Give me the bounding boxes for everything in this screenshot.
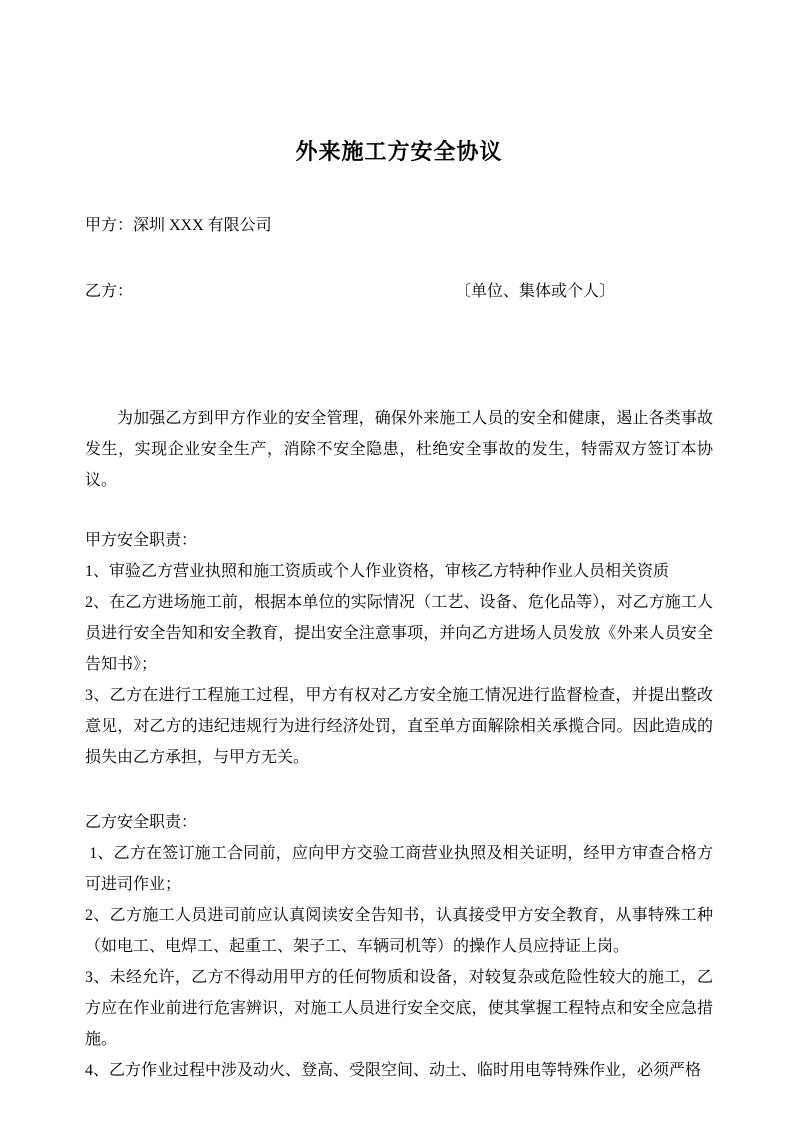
- section-b-item-1: 1、乙方在签订施工合同前，应向甲方交验工商营业执照及相关证明，经甲方审查合格方可进司作业；: [85, 845, 713, 893]
- section-b-heading: 乙方安全职责：: [85, 814, 198, 831]
- party-b-note: 〔单位、集体或个人〕: [455, 283, 616, 300]
- party-a-line: [85, 210, 713, 241]
- party-a-label: 甲方：深圳 XXX 有限公司: [85, 217, 272, 234]
- party-b-line: [85, 276, 713, 307]
- party-b-label: 乙方：: [85, 283, 134, 300]
- section-b-item-2: 2、乙方施工人员进司前应认真阅读安全告知书，认真接受甲方安全教育，从事特殊工种（如电工、电焊工、起重工、架子工、车辆司机等）的操作人员应持证上岗。: [85, 907, 713, 955]
- section-party-b-duties: [85, 807, 713, 1086]
- document-content: [85, 0, 713, 1086]
- section-a-heading: 甲方安全职责：: [85, 532, 198, 549]
- section-b-item-3: 3、未经允许，乙方不得动用甲方的任何物质和设备，对较复杂或危险性较大的施工，乙方应在作业前进行危害辨识，对施工人员进行安全交底，使其掌握工程特点和安全应急措施。: [85, 969, 713, 1048]
- section-a-item-1: 1、审验乙方营业执照和施工资质或个人作业资格，审核乙方特种作业人员相关资质: [85, 563, 670, 580]
- section-b-item-4: 4、乙方作业过程中涉及动火、登高、受限空间、动土、临时用电等特殊作业，必须严格: [85, 1062, 702, 1079]
- section-a-item-3: 3、乙方在进行工程施工过程，甲方有权对乙方安全施工情况进行监督检查，并提出整改意见，对乙方的违纪违规行为进行经济处罚，直至单方面解除相关承揽合同。因此造成的损失由乙方承担，与甲方无关。: [85, 687, 713, 766]
- section-party-a-duties: [85, 525, 713, 773]
- document-title: 外来施工方安全协议: [295, 139, 503, 164]
- intro-paragraph: 为加强乙方到甲方作业的安全管理，确保外来施工人员的安全和健康，遏止各类事故发生，实现企业安全生产，消除不安全隐患，杜绝安全事故的发生，特需双方签订本协议。: [85, 410, 713, 489]
- section-a-item-2: 2、在乙方进场施工前，根据本单位的实际情况（工艺、设备、危化品等），对乙方施工人员进行安全告知和安全教育，提出安全注意事项，并向乙方进场人员发放《外来人员安全告知书》；: [85, 594, 713, 673]
